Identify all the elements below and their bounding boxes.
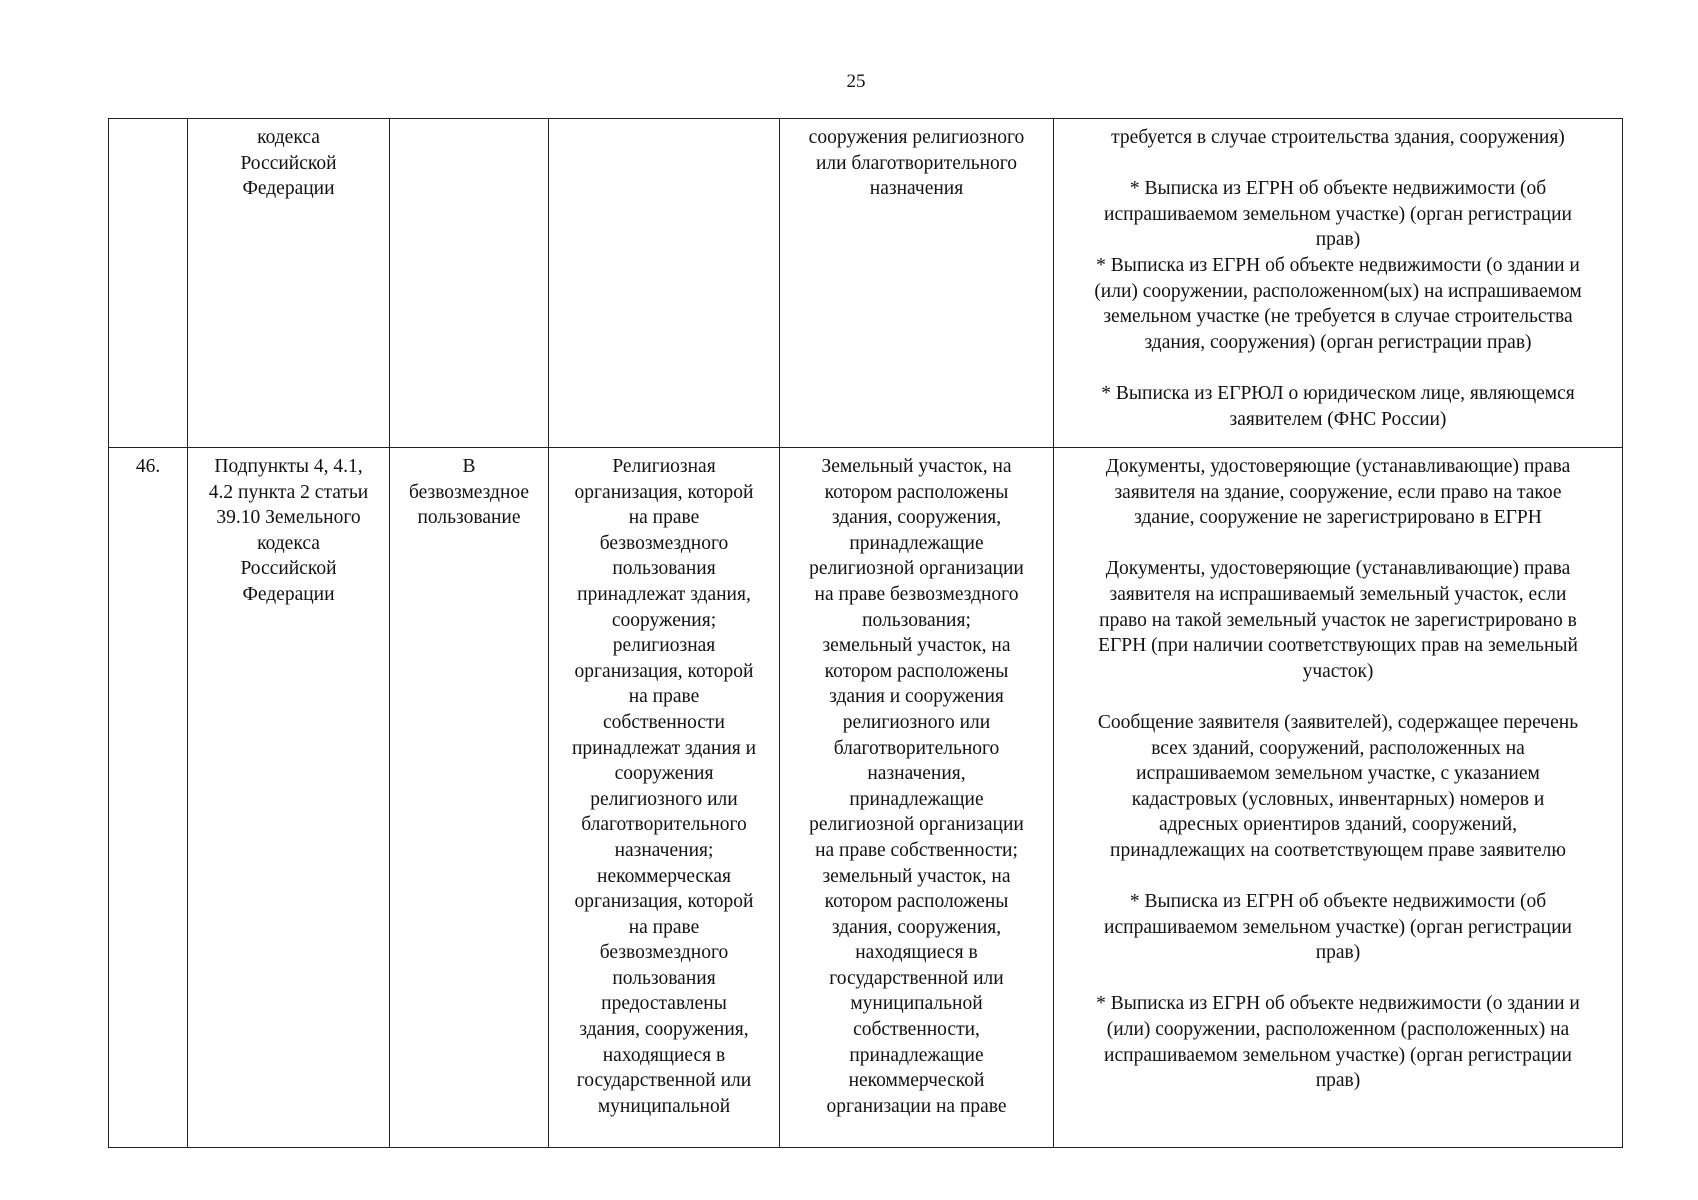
text-line: прав)	[1315, 942, 1361, 964]
text-line: Российской	[240, 152, 337, 174]
text-line: котором расположены	[824, 891, 1009, 913]
text-line: муниципальной	[597, 1095, 731, 1117]
text-line: организация, которой	[574, 660, 754, 682]
text-line: некоммерческой	[848, 1070, 985, 1092]
text-line: Подпункты 4, 4.1,	[214, 456, 363, 477]
text-line: принадлежат здания и	[571, 737, 757, 759]
text-line: религиозного или	[842, 711, 991, 733]
text-line: ЕГРН (при наличии соответствующих прав на земельный	[1098, 635, 1578, 657]
document-paragraph	[1060, 556, 1616, 684]
text-line: сооружения	[614, 763, 714, 785]
document-paragraph	[1060, 381, 1616, 432]
page-number: 25	[846, 71, 866, 92]
text-line: (или) сооружении, расположенном (расположенных) на	[1106, 1019, 1570, 1041]
text-line: Федерации	[242, 583, 335, 605]
text-line: Документы, удостоверяющие (устанавливающие) права	[1105, 558, 1571, 580]
text-line: организации на праве	[826, 1095, 1007, 1117]
text-line: прав)	[1315, 229, 1361, 251]
text-line: на праве собственности;	[815, 839, 1018, 861]
land-plot-cell	[780, 119, 1054, 448]
text-line: собственности,	[853, 1019, 980, 1041]
text-line: заявителем (ФНС России)	[1229, 408, 1447, 430]
text-line: Земельный участок, на	[821, 456, 1012, 477]
text-line: всех зданий, сооружений, расположенных на	[1151, 737, 1525, 759]
text-line: испрашиваемом земельном участке) (орган регистрации	[1104, 1044, 1572, 1066]
text-line: * Выписка из ЕГРН об объекте недвижимости (об	[1129, 178, 1547, 200]
paragraph-gap	[1060, 355, 1616, 381]
text-line: принадлежат здания,	[577, 583, 751, 605]
text-line: Федерации	[242, 178, 335, 200]
right-type-cell	[390, 448, 549, 1148]
text-line: религиозной организации	[809, 558, 1024, 580]
text-line: или благотворительного	[815, 152, 1018, 174]
text-line: принадлежащие	[849, 1044, 984, 1066]
right-type-cell	[390, 119, 549, 448]
text-line: 39.10 Земельного	[216, 507, 361, 529]
text-line: котором расположены	[824, 481, 1009, 503]
text-line: здания, сооружения) (орган регистрации прав)	[1144, 331, 1532, 353]
text-line: * Выписка из ЕГРН об объекте недвижимости (о здании и	[1096, 254, 1580, 276]
documents-cell	[1054, 119, 1623, 448]
text-line: земельный участок, на	[822, 865, 1011, 887]
text-line: организация, которой	[574, 891, 754, 913]
legal-basis-cell	[188, 119, 390, 448]
text-line: назначения,	[867, 763, 966, 785]
text-line: кодекса	[257, 127, 320, 148]
text-line: земельный участок, на	[822, 635, 1011, 657]
paragraph-gap	[1060, 531, 1616, 557]
text-line: здания, сооружения,	[579, 1019, 749, 1041]
text-line: организация, которой	[574, 481, 754, 503]
text-line: безвозмездное	[408, 481, 530, 503]
documents-cell	[1054, 448, 1623, 1148]
text-line: здания, сооружения,	[831, 916, 1002, 938]
text-line: кодекса	[257, 532, 320, 554]
applicant-cell	[549, 448, 780, 1148]
document-paragraph	[1060, 125, 1616, 151]
table-row	[109, 448, 1623, 1148]
text-line: сооружения;	[611, 609, 717, 631]
text-line: сооружения религиозного	[808, 127, 1025, 148]
paragraph-gap	[1060, 151, 1616, 177]
text-line: благотворительного	[581, 814, 747, 836]
table-row	[109, 119, 1623, 448]
text-line: Документы, удостоверяющие (устанавливающие) права	[1105, 456, 1571, 477]
requirements-table	[108, 118, 1623, 1148]
row-number-cell: 46.	[109, 448, 188, 1148]
text-line: принадлежащие	[849, 532, 984, 554]
text-line: прав)	[1315, 1070, 1361, 1092]
text-line: Российской	[240, 558, 337, 580]
text-line: требуется в случае строительства здания, сооружения)	[1111, 127, 1565, 148]
text-line: безвозмездного	[599, 532, 729, 554]
text-line: Религиозная	[612, 456, 716, 477]
text-line: находящиеся в	[602, 1044, 726, 1066]
text-line: пользования	[612, 558, 716, 580]
text-line: право на такой земельный участок не зарегистрировано в	[1099, 609, 1577, 631]
text-line: религиозного или	[590, 788, 738, 810]
text-line: предоставлены	[601, 993, 727, 1015]
text-line: испрашиваемом земельном участке) (орган регистрации	[1104, 203, 1572, 225]
text-line: на праве безвозмездного	[814, 583, 1019, 605]
text-line: испрашиваемом земельном участке) (орган регистрации	[1104, 916, 1572, 938]
paragraph-gap	[1060, 684, 1616, 710]
document-paragraph	[1060, 253, 1616, 355]
text-line: на праве	[628, 507, 700, 529]
text-line: здания, сооружения,	[831, 507, 1002, 529]
text-line: благотворительного	[833, 737, 1000, 759]
text-line: 4.2 пункта 2 статьи	[208, 481, 369, 503]
text-line: кадастровых (условных, инвентарных) номеров и	[1131, 788, 1545, 810]
text-line: на праве	[628, 686, 700, 708]
document-paragraph	[1060, 710, 1616, 864]
document-paragraph	[1060, 176, 1616, 253]
text-line: принадлежащие	[849, 788, 984, 810]
text-line: здание, сооружение не зарегистрировано в ЕГРН	[1134, 507, 1542, 529]
text-line: принадлежащих на соответствующем праве заявителю	[1110, 839, 1566, 861]
paragraph-gap	[1060, 864, 1616, 890]
text-line: безвозмездного	[599, 942, 729, 964]
land-plot-cell	[780, 448, 1054, 1148]
text-line: здания и сооружения	[829, 686, 1004, 708]
row-number-cell	[109, 119, 188, 448]
text-line: собственности	[603, 711, 725, 733]
text-line: котором расположены	[824, 660, 1009, 682]
document-paragraph	[1060, 991, 1616, 1093]
document-paragraph	[1060, 454, 1616, 531]
text-line: испрашиваемом земельном участке, с указанием	[1136, 763, 1540, 785]
text-line: государственной или	[829, 967, 1004, 989]
text-line: назначения	[869, 178, 964, 200]
text-line: земельном участке (не требуется в случае строительства	[1103, 306, 1573, 328]
text-line: * Выписка из ЕГРЮЛ о юридическом лице, являющемся	[1101, 382, 1575, 404]
text-line: пользования;	[862, 609, 971, 631]
text-line: на праве	[628, 916, 700, 938]
text-line: находящиеся в	[855, 942, 978, 964]
text-line: религиозная	[612, 635, 716, 657]
text-line: * Выписка из ЕГРН об объекте недвижимости (об	[1129, 891, 1547, 913]
text-line: религиозной организации	[809, 814, 1024, 836]
applicant-cell	[549, 119, 780, 448]
text-line: В	[462, 456, 476, 477]
text-line: назначения;	[614, 839, 714, 861]
text-line: Сообщение заявителя (заявителей), содержащее перечень	[1097, 711, 1579, 733]
text-line: заявителя на испрашиваемый земельный участок, если	[1109, 583, 1567, 605]
text-line: государственной или	[576, 1070, 752, 1092]
text-line: муниципальной	[850, 993, 983, 1015]
legal-basis-cell	[188, 448, 390, 1148]
paragraph-gap	[1060, 966, 1616, 992]
text-line: (или) сооружении, расположенном(ых) на испрашиваемом	[1094, 280, 1582, 302]
text-line: заявителя на здание, сооружение, если право на такое	[1114, 481, 1562, 503]
text-line: пользование	[417, 507, 521, 529]
text-line: адресных ориентиров зданий, сооружений,	[1158, 814, 1518, 836]
document-paragraph	[1060, 889, 1616, 966]
text-line: пользования	[612, 967, 716, 989]
text-line: некоммерческая	[597, 865, 731, 887]
text-line: * Выписка из ЕГРН об объекте недвижимости (о здании и	[1096, 993, 1580, 1015]
text-line: участок)	[1302, 660, 1374, 682]
